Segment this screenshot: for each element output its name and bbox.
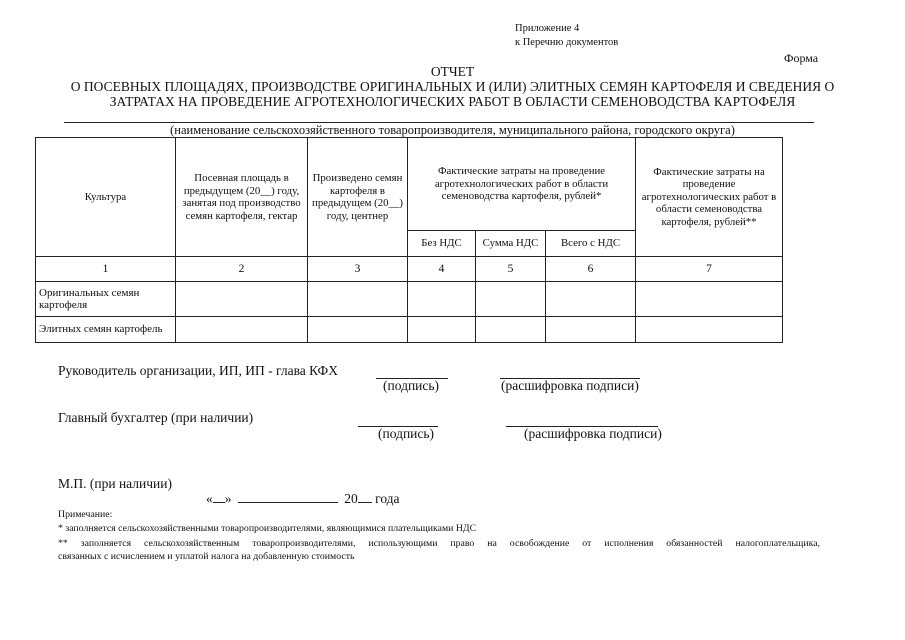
cell-seeds-produced[interactable] <box>308 317 408 343</box>
form-label: Форма <box>784 51 819 65</box>
cell-vat-amount[interactable] <box>476 282 546 317</box>
cell-total-with-vat[interactable] <box>546 282 636 317</box>
cell-actual-costs-exempt[interactable] <box>636 317 783 343</box>
cell-sown-area[interactable] <box>176 282 308 317</box>
head-signature-label: Руководитель организации, ИП, ИП - глава КФХ <box>58 363 338 378</box>
header-without-vat: Без НДС <box>408 231 476 257</box>
table-row <box>36 282 783 317</box>
column-number: 3 <box>308 257 408 282</box>
head-decoding-caption: (расшифровка подписи) <box>501 378 639 393</box>
header-sown-area: Посевная площадь в предыдущем (20__) году, занятая под производство семян картофеля, гектар <box>176 138 308 257</box>
column-number: 5 <box>476 257 546 282</box>
crop-name-original-seeds: Оригинальных семян картофеля <box>36 282 176 317</box>
header-culture: Культура <box>36 138 176 257</box>
column-number: 1 <box>36 257 176 282</box>
date-year-suffix: года <box>375 491 400 506</box>
date-month-field[interactable] <box>238 491 338 503</box>
header-actual-costs-vat-exempt: Фактические затраты на проведение агротехнологических работ в области семеноводства картофеля, рублей** <box>636 138 783 257</box>
annex-reference <box>515 22 618 50</box>
column-number: 4 <box>408 257 476 282</box>
crop-name-elite-seeds: Элитных семян картофель <box>36 317 176 343</box>
date-year-field[interactable] <box>358 491 372 503</box>
date-day-field[interactable] <box>213 491 225 503</box>
date-line <box>206 491 400 507</box>
cell-without-vat[interactable] <box>408 282 476 317</box>
cell-total-with-vat[interactable] <box>546 317 636 343</box>
annex-number: Приложение 4 <box>515 23 580 34</box>
head-signature-caption: (подпись) <box>383 378 440 393</box>
column-number: 7 <box>636 257 783 282</box>
table-row <box>36 317 783 343</box>
report-subtitle-line1: О ПОСЕВНЫХ ПЛОЩАДЯХ, ПРОИЗВОДСТВЕ ОРИГИНАЛЬНЫХ И (ИЛИ) ЭЛИТНЫХ СЕМЯН КАРТОФЕЛЯ И СВЕДЕНИЯ О <box>70 79 835 94</box>
cell-seeds-produced[interactable] <box>308 282 408 317</box>
header-total-with-vat: Всего с НДС <box>546 231 636 257</box>
annex-document-list: к Перечню документов <box>515 37 619 48</box>
producer-caption: (наименование сельскохозяйственного товаропроизводителя, муниципального района, городского округа) <box>170 123 735 137</box>
header-vat-amount: Сумма НДС <box>476 231 546 257</box>
accountant-signature-caption: (подпись) <box>378 426 435 441</box>
date-open-quote: « <box>206 491 213 506</box>
notes-heading: Примечание: <box>58 509 113 520</box>
column-number: 6 <box>546 257 636 282</box>
report-table <box>35 137 783 343</box>
header-seeds-produced: Произведено семян картофеля в предыдущем (20__) году, центнер <box>308 138 408 257</box>
cell-without-vat[interactable] <box>408 317 476 343</box>
accountant-decoding-caption: (расшифровка подписи) <box>524 426 662 441</box>
accountant-signature-label: Главный бухгалтер (при наличии) <box>58 410 254 425</box>
note-vat-exempt-line2: связанных с исчислением и уплатой налога на добавленную стоимость <box>58 551 355 562</box>
date-year-prefix: 20 <box>344 491 358 506</box>
cell-actual-costs-exempt[interactable] <box>636 282 783 317</box>
note-vat-exempt-line1: ** заполняется сельскохозяйственным товаропроизводителями, использующими право на освобождение от исполнения обязанностей налогоплательщика, <box>58 538 820 549</box>
date-close-quote: » <box>224 491 232 506</box>
report-title: ОТЧЕТ <box>430 64 475 79</box>
column-number-row <box>36 257 783 282</box>
note-vat-payers: * заполняется сельскохозяйственными товаропроизводителями, являющимися плательщиками НДС <box>58 523 477 534</box>
report-subtitle-line2: ЗАТРАТАХ НА ПРОВЕДЕНИЕ АГРОТЕХНОЛОГИЧЕСКИХ РАБОТ В ОБЛАСТИ СЕМЕНОВОДСТВА КАРТОФЕЛЯ <box>109 94 796 109</box>
cell-vat-amount[interactable] <box>476 317 546 343</box>
header-actual-costs-vat-payers: Фактические затраты на проведение агротехнологических работ в области семеноводства картофеля, рублей* <box>408 138 636 231</box>
cell-sown-area[interactable] <box>176 317 308 343</box>
column-number: 2 <box>176 257 308 282</box>
stamp-label: М.П. (при наличии) <box>58 476 172 491</box>
